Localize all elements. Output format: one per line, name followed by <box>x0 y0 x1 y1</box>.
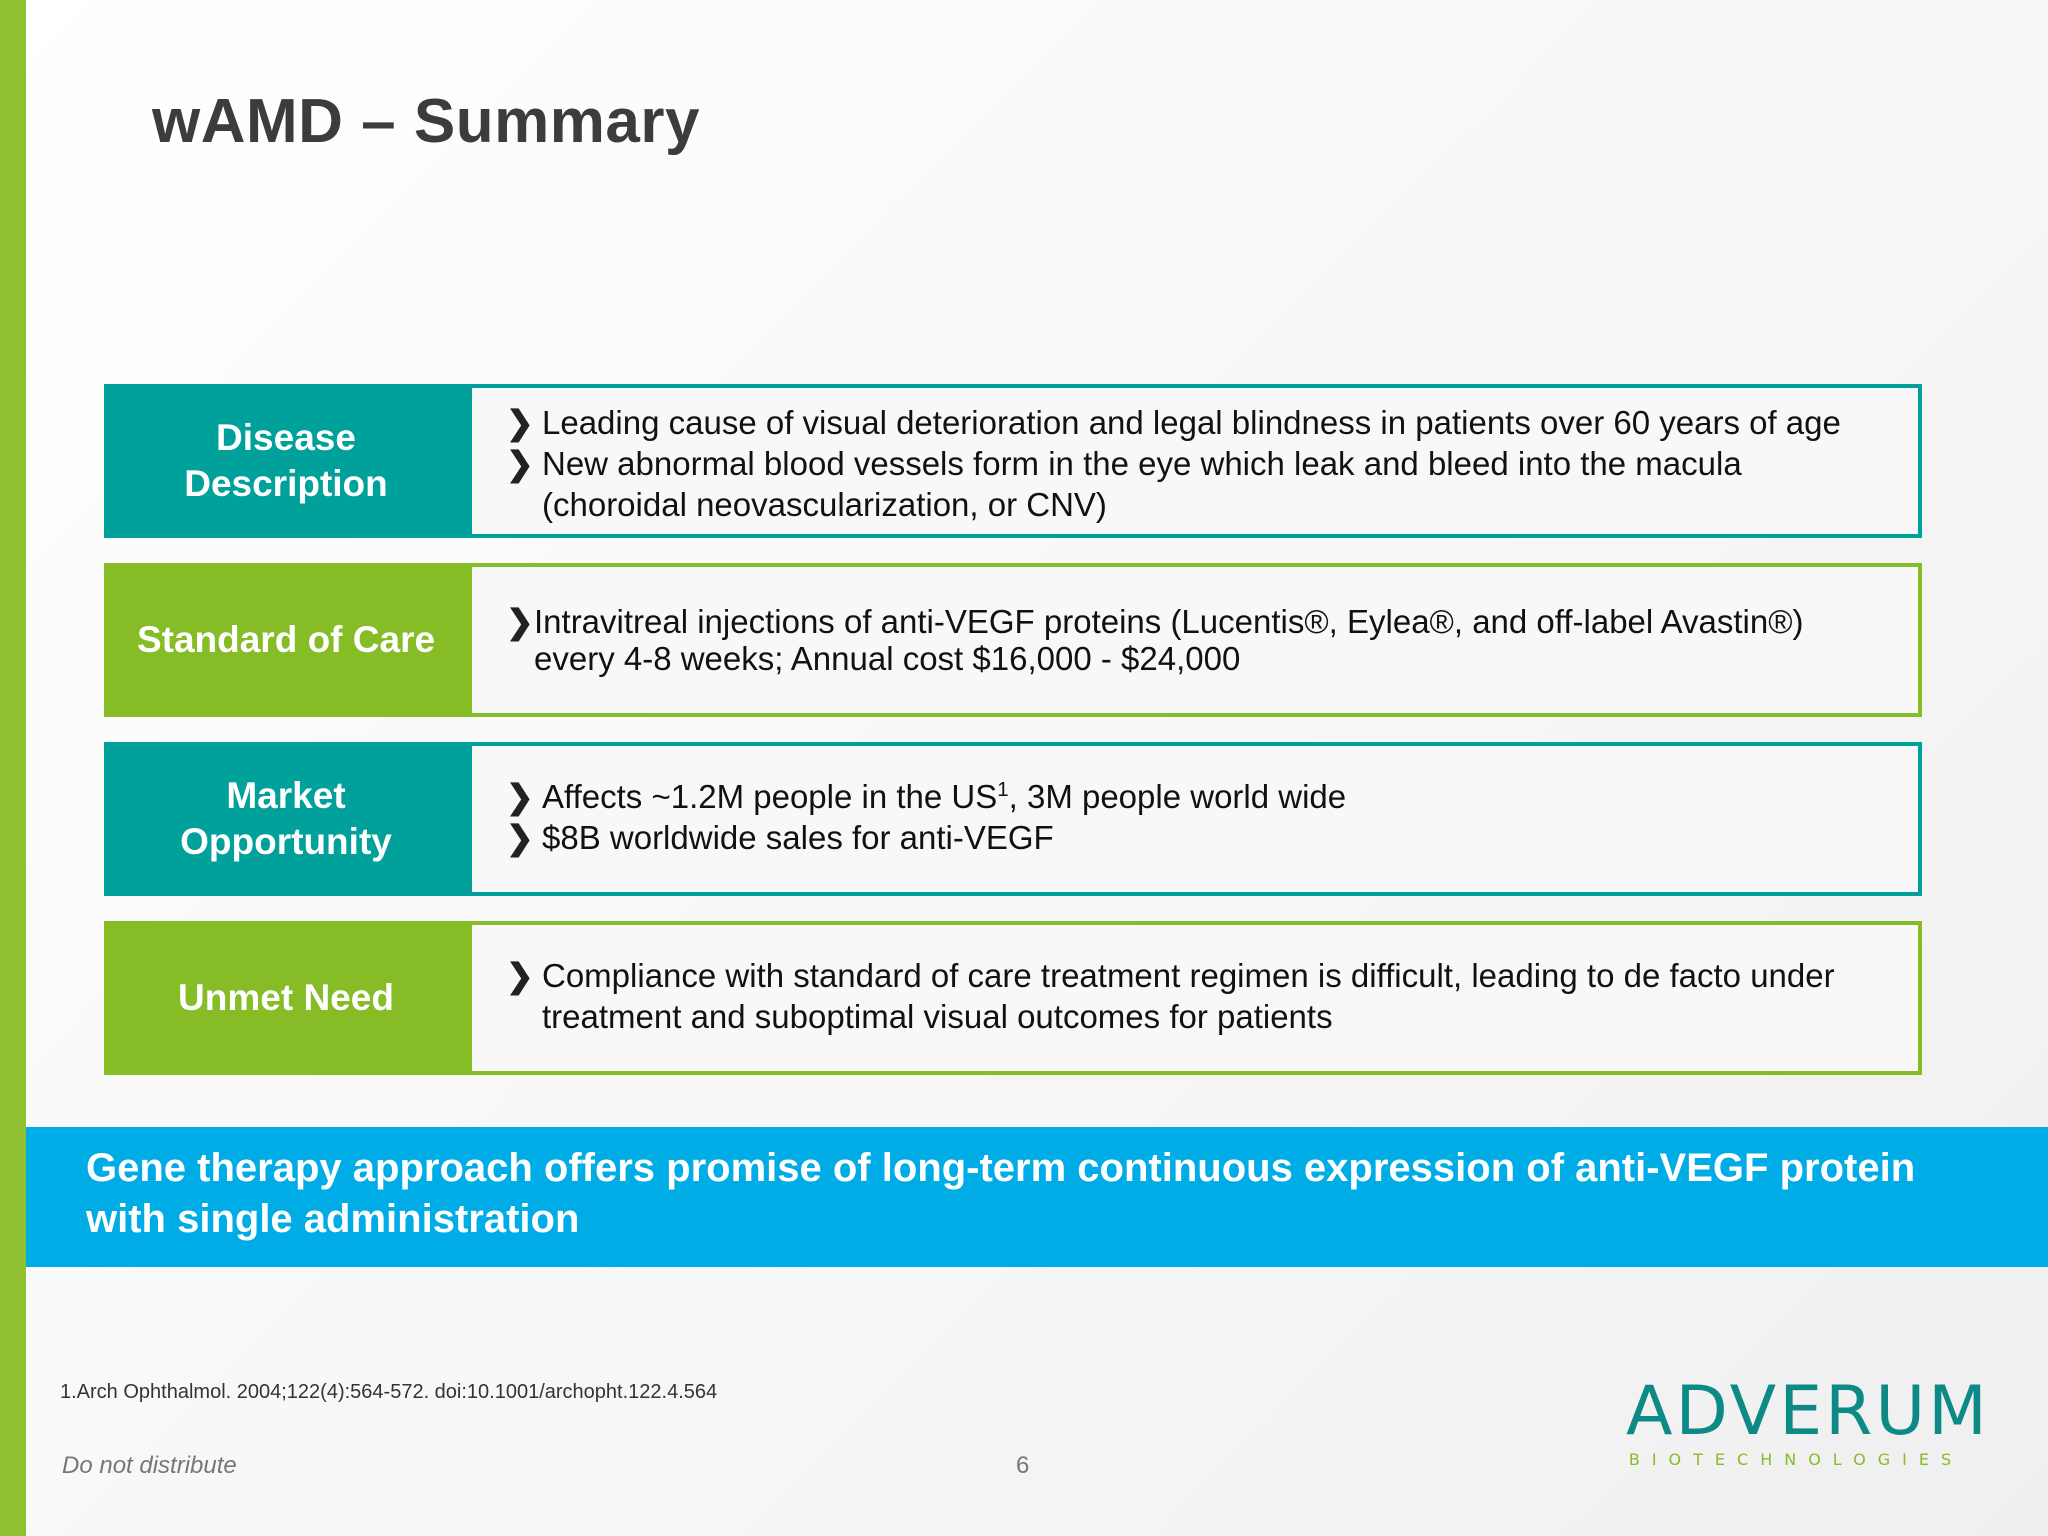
bullet-item <box>506 776 1878 817</box>
bullet-item <box>506 955 1878 1037</box>
bullet-text <box>542 776 1346 817</box>
adverum-logo <box>1626 1372 1990 1474</box>
row-market-opportunity <box>104 742 1922 896</box>
bullet-text: Intravitreal injections of anti-VEGF proteins (Lucentis®, Eylea®, and off-label Avastin®) every 4-8 weeks; Annual cost $16,000 - $24,000 <box>534 603 1804 677</box>
bullet-item <box>506 443 1878 525</box>
row-disease-description <box>104 384 1922 538</box>
footnote: 1.Arch Ophthalmol. 2004;122(4):564-572. doi:10.1001/archopht.122.4.564 <box>60 1381 718 1403</box>
footnote-reference: 1 <box>997 778 1009 801</box>
row-label-text: Market Opportunity <box>180 775 392 862</box>
row-content-standard-of-care <box>468 563 1922 717</box>
row-label-unmet-need <box>104 921 468 1075</box>
left-accent-bar <box>0 0 26 1536</box>
bullet-text-part: , 3M people world wide <box>1008 778 1347 815</box>
row-label-disease-description <box>104 384 468 538</box>
bullet-item <box>506 603 1878 677</box>
chevron-right-icon: ❯ <box>506 778 534 815</box>
logo-wordmark: ADVERUM <box>1626 1372 1990 1451</box>
bullet-item <box>506 817 1878 858</box>
row-label-standard-of-care <box>104 563 468 717</box>
bullet-text: $8B worldwide sales for anti-VEGF <box>542 819 1054 856</box>
chevron-right-icon: ❯ <box>506 603 534 640</box>
key-message-banner <box>26 1127 2048 1267</box>
chevron-right-icon: ❯ <box>506 445 534 482</box>
logo-subtitle: BIOTECHNOLOGIES <box>1628 1450 1964 1469</box>
row-unmet-need <box>104 921 1922 1075</box>
bullet-text: New abnormal blood vessels form in the eye which leak and bleed into the macula (choroidal neovascularization, or CNV) <box>542 445 1742 523</box>
row-label-text: Standard of Care <box>136 619 436 660</box>
row-label-text: Disease Description <box>184 417 388 504</box>
bullet-text-part: Affects ~1.2M people in the US <box>542 778 998 815</box>
slide-title: wAMD – Summary <box>152 87 700 156</box>
row-standard-of-care <box>104 563 1922 717</box>
chevron-right-icon: ❯ <box>506 819 534 856</box>
banner-text: Gene therapy approach offers promise of long-term continuous expression of anti-VEGF protein with single administration <box>86 1146 1916 1241</box>
chevron-right-icon: ❯ <box>506 957 534 994</box>
row-content-unmet-need <box>468 921 1922 1075</box>
row-content-disease-description <box>468 384 1922 538</box>
bullet-item <box>506 402 1878 443</box>
chevron-right-icon: ❯ <box>506 404 534 441</box>
bullet-text: Leading cause of visual deterioration and legal blindness in patients over 60 years of age <box>542 404 1841 441</box>
row-content-market-opportunity <box>468 742 1922 896</box>
confidentiality-notice: Do not distribute <box>62 1452 237 1479</box>
bullet-text: Compliance with standard of care treatment regimen is difficult, leading to de facto under treatment and suboptimal visual outcomes for patients <box>542 957 1835 1035</box>
page-number: 6 <box>1016 1452 1030 1479</box>
row-label-market-opportunity <box>104 742 468 896</box>
row-label-text: Unmet Need <box>178 977 394 1018</box>
